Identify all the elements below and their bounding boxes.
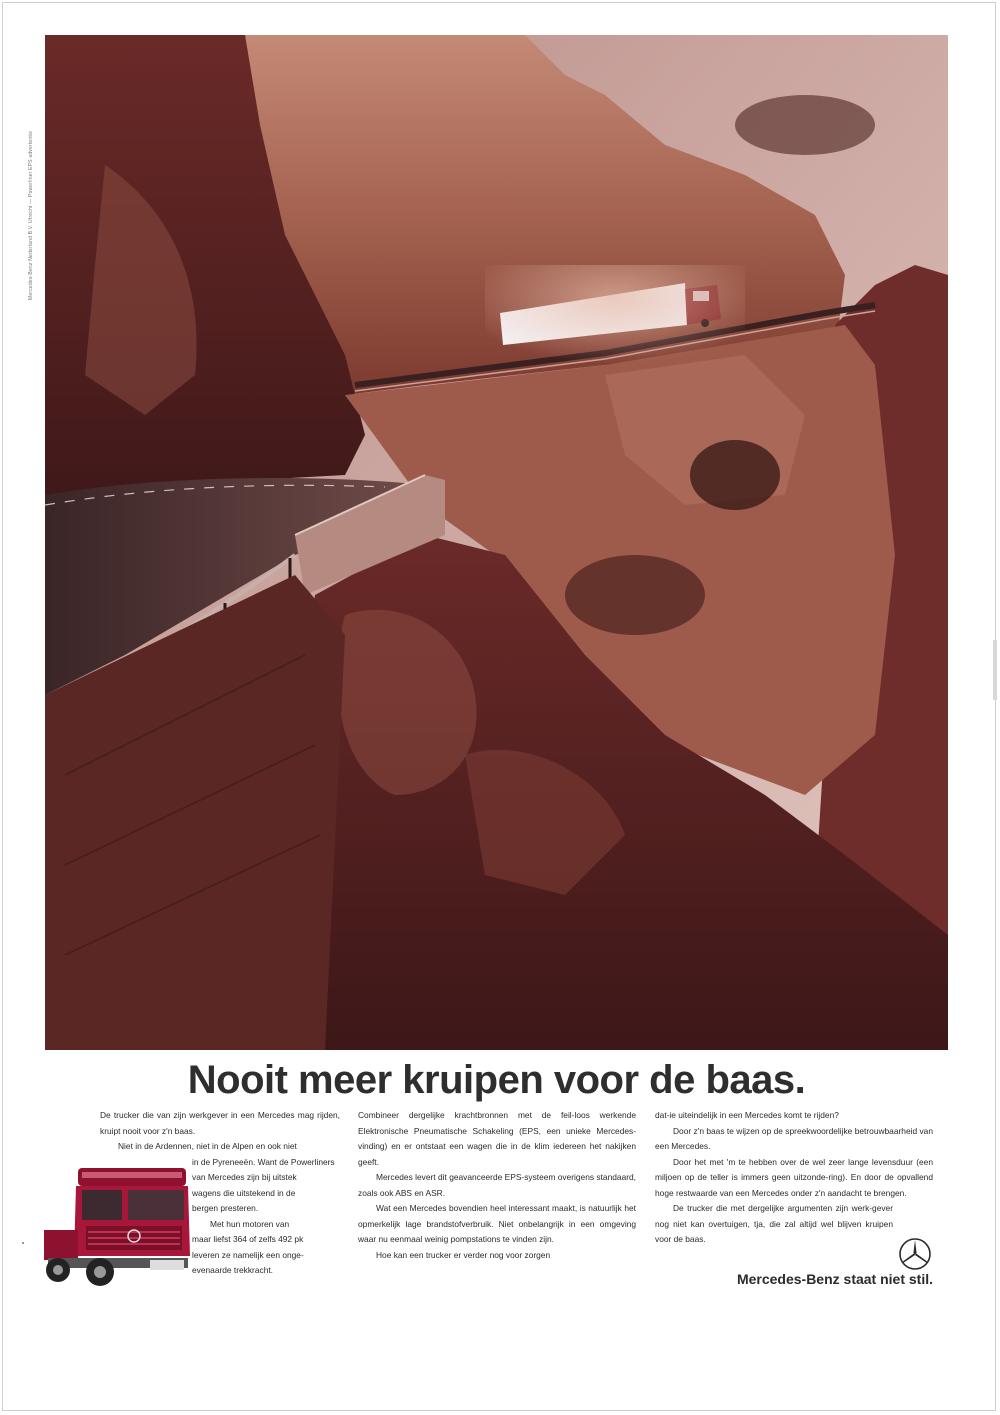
column3-paragraph-1: dat-ie uiteindelijk in een Mercedes komt te rijden? — [655, 1110, 839, 1120]
column1-line-3b: maar liefst 364 of zelfs 492 pk — [192, 1234, 304, 1244]
column3-paragraph-2: Door z'n baas te wijzen op de spreekwoordelijke betrouwbaarheid van een Mercedes. — [655, 1125, 933, 1151]
column1-line-3a: Met hun motoren van — [210, 1218, 290, 1229]
column1-paragraph-2: Niet in de Ardennen, niet in de Alpen en ook niet — [118, 1141, 297, 1151]
mercedes-star-icon — [898, 1237, 932, 1271]
print-mark — [22, 1242, 24, 1244]
mountain-road-truck-photo — [45, 35, 948, 1050]
slogan: Mercedes-Benz staat niet stil. — [736, 1271, 933, 1287]
column2-paragraph-3: Wat een Mercedes bovendien heel interessant maakt, is natuurlijk het opmerkelijk lage brandstofverbruik. Niet onbelangrijk in een omgeving waar nu eenmaal weinig pompstations te vinden zijn. — [358, 1203, 636, 1244]
column1-line-2c: van Mercedes zijn bij uitstek — [192, 1172, 297, 1182]
column2-paragraph-1: Combineer dergelijke krachtbronnen met de feil-loos werkende Elektronische Pneumatische Schakeling (EPS, een unieke Mercedes-vinding) en er ontstaat een wagen die in de klim iedereen het nakijken geeft. — [358, 1110, 636, 1167]
column1-paragraph-1: De trucker die van zijn werkgever in een Mercedes mag rijden, kruipt nooit voor z'n baas. — [100, 1110, 340, 1136]
column1-line-2e: bergen presteren. — [192, 1203, 259, 1213]
column1-line-2b: in de Pyreneeën. Want de Powerliners — [192, 1156, 335, 1167]
scan-edge-mark — [993, 640, 997, 700]
column1-line-2d: wagens die uitstekend in de — [192, 1187, 296, 1198]
body-column-2 — [358, 1108, 636, 1263]
column1-line-3d: evenaarde trekkracht. — [192, 1265, 274, 1275]
column1-wrapped-lines — [192, 1155, 340, 1279]
column2-paragraph-2: Mercedes levert dit geavanceerde EPS-systeem overigens standaard, zoals ook ABS en ASR. — [358, 1172, 636, 1198]
column2-paragraph-4: Hoe kan een trucker er verder nog voor zorgen — [376, 1249, 551, 1260]
column3-paragraph-3: Door het met 'm te hebben over de wel zeer lange levensduur (een miljoen op de teller is immers geen uitzonde-ring). En door de opvallend hoge restwaarde van een Mercedes onder z'n aandacht te brengen. — [655, 1156, 933, 1198]
body-column-1 — [100, 1108, 340, 1279]
headline: Nooit meer kruipen voor de baas. — [187, 1058, 806, 1102]
column1-line-3c: leveren ze namelijk een onge- — [192, 1249, 304, 1260]
body-column-3 — [655, 1108, 933, 1248]
column3-paragraph-4: De trucker die met dergelijke argumenten zijn werk-gever nog niet kan overtuigen, tja, die zal altijd wel blijven kruipen voor de baas. — [655, 1203, 893, 1244]
side-credit: Mercedes-Benz Nederland B.V. Utrecht — Powerliner EPS advertentie — [28, 130, 34, 300]
